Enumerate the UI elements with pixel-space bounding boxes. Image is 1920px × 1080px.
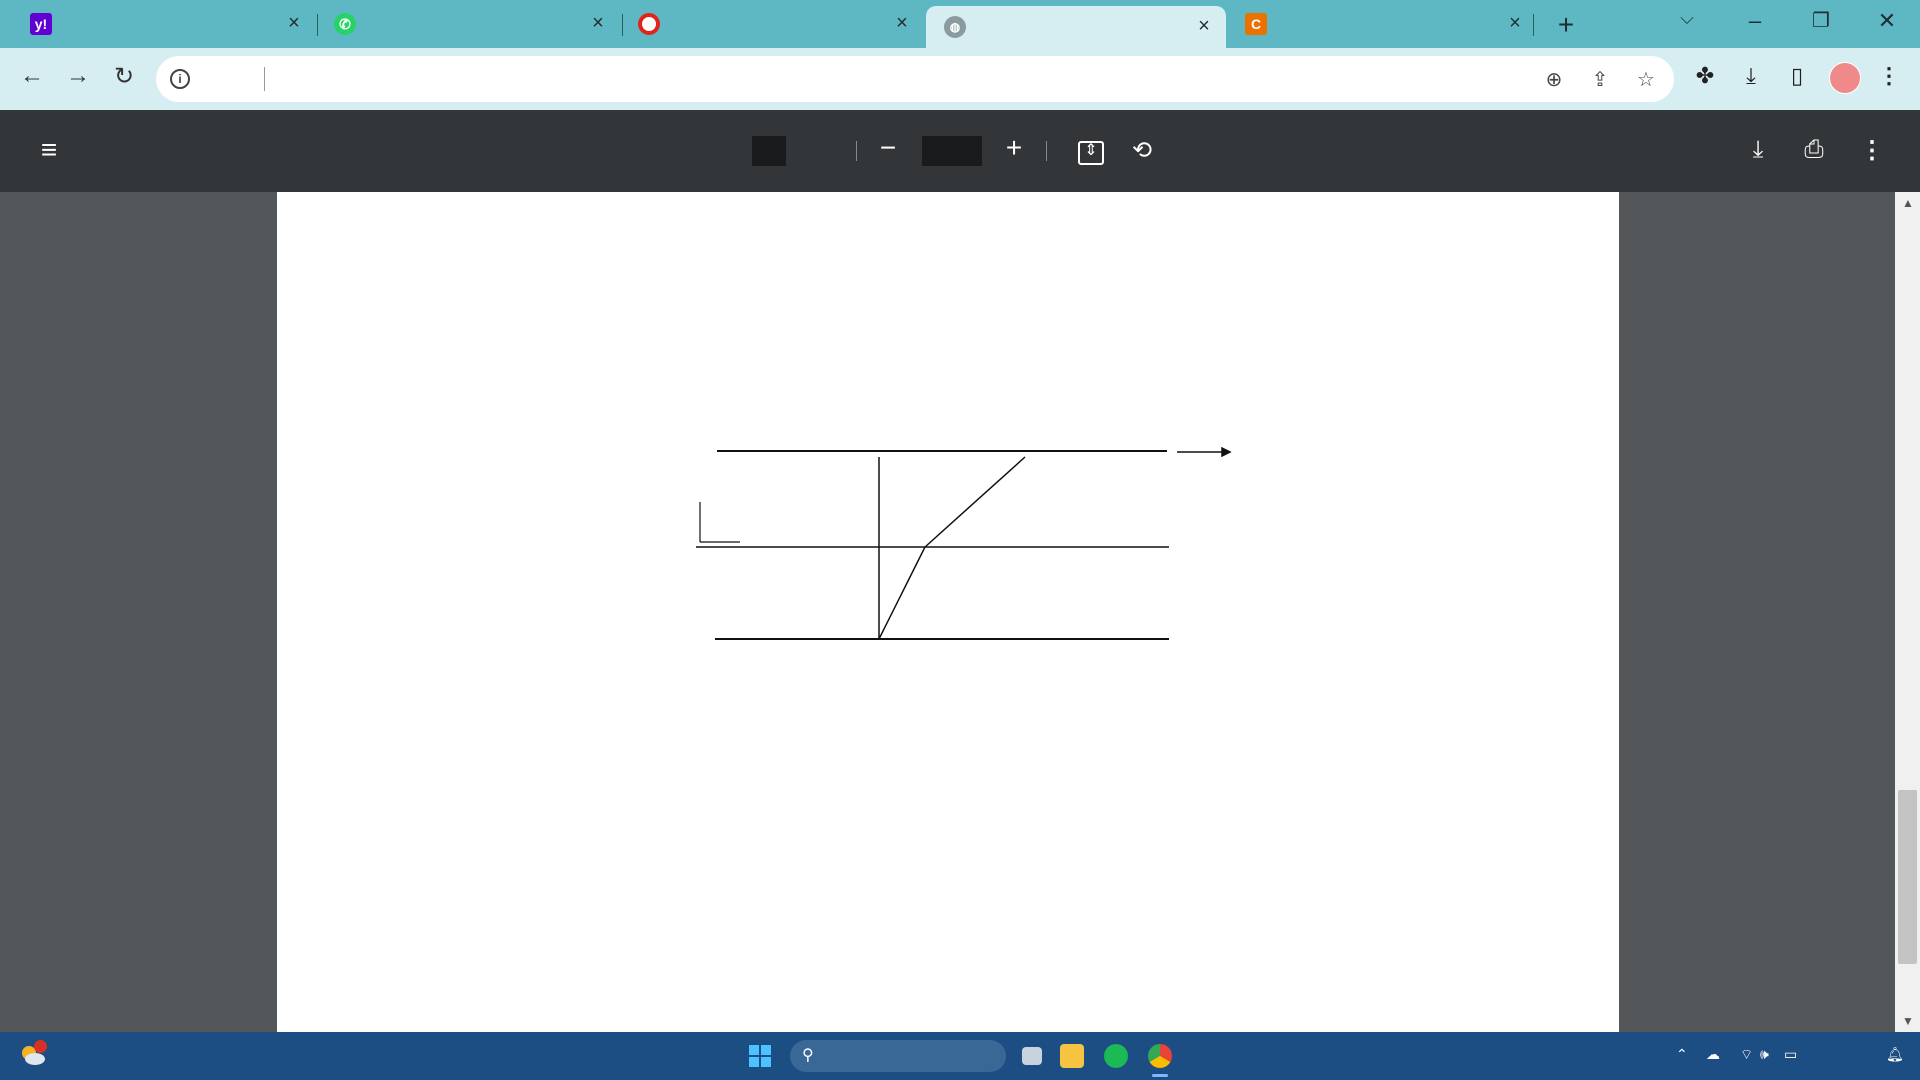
battery-icon[interactable]: ▭	[1784, 1046, 1798, 1062]
browser-menu-icon[interactable]: ⋮	[1878, 63, 1900, 88]
fit-page-frame	[1078, 141, 1104, 165]
zoom-out-button[interactable]: −	[879, 132, 897, 163]
tab-strip	[0, 0, 1920, 48]
close-icon[interactable]: ×	[288, 12, 300, 34]
menu-icon[interactable]: ≡	[40, 134, 58, 165]
notification-bell-icon[interactable]: 🔔︎	[1886, 1046, 1904, 1062]
tab-chegg[interactable]	[1245, 6, 1527, 42]
chrome-icon[interactable]	[1148, 1044, 1172, 1068]
bookmark-star-icon[interactable]: ☆	[1637, 69, 1655, 91]
tab-separator	[317, 14, 318, 36]
whatsapp-icon: ✆	[334, 13, 356, 35]
downloads-icon[interactable]: ⤓	[1746, 63, 1756, 88]
more-options-icon[interactable]: ⋮	[1860, 137, 1884, 164]
new-tab-button[interactable]: +	[1557, 9, 1575, 40]
velocity-arrow	[1177, 448, 1230, 456]
divider	[264, 67, 265, 91]
scroll-up-icon[interactable]: ▲	[1902, 196, 1914, 210]
tab-homework-pdf[interactable]	[926, 6, 1226, 48]
reload-button[interactable]: ↻	[113, 63, 135, 90]
tab-separator	[622, 14, 623, 36]
close-window-button[interactable]: ✕	[1877, 8, 1897, 33]
download-icon[interactable]: ⤓	[1752, 136, 1764, 163]
scrollbar-thumb[interactable]	[1898, 790, 1917, 964]
tab-whatsapp[interactable]	[334, 6, 610, 42]
spotify-icon[interactable]	[1104, 1044, 1128, 1068]
velocity-profile	[879, 457, 1025, 639]
chevron-up-icon[interactable]: ⌃	[1676, 1046, 1688, 1062]
tab-fde224[interactable]	[638, 6, 914, 42]
browser-toolbar	[0, 48, 1920, 110]
file-explorer-icon[interactable]	[1060, 1044, 1084, 1068]
zoom-icon[interactable]: ⊕	[1545, 69, 1563, 91]
page-number-input[interactable]	[752, 136, 786, 166]
zoom-in-button[interactable]: +	[1005, 132, 1023, 163]
close-icon[interactable]: ×	[592, 12, 604, 34]
restore-button[interactable]: ❐	[1812, 10, 1830, 32]
print-icon[interactable]: ⎙	[1804, 136, 1824, 163]
wifi-icon[interactable]: ⌔	[1740, 1046, 1754, 1062]
side-panel-icon[interactable]: ▯	[1790, 63, 1804, 88]
info-icon[interactable]: i	[170, 69, 190, 89]
rotate-icon[interactable]: ⟲	[1131, 137, 1153, 164]
minimize-button[interactable]: –	[1748, 8, 1762, 33]
tab-yahoo[interactable]	[30, 6, 306, 42]
scroll-down-icon[interactable]: ▼	[1902, 1014, 1914, 1028]
forward-button[interactable]: →	[66, 62, 90, 89]
onedrive-icon[interactable]: ☁	[1706, 1046, 1720, 1062]
avatar[interactable]	[1829, 62, 1861, 94]
taskbar-search[interactable]	[790, 1040, 1006, 1072]
close-icon[interactable]: ×	[896, 12, 908, 34]
zoom-level-input[interactable]	[922, 136, 982, 166]
chrome-active-indicator	[1152, 1074, 1168, 1077]
start-button[interactable]	[749, 1045, 771, 1067]
close-icon[interactable]: ×	[1198, 15, 1210, 37]
pdf-toolbar	[0, 110, 1920, 192]
close-icon[interactable]: ×	[1509, 12, 1521, 34]
chegg-icon: C	[1245, 13, 1267, 35]
pdf-page	[277, 192, 1619, 1032]
opera-icon	[638, 13, 660, 35]
fit-page-icon[interactable]: ⇕	[1084, 142, 1098, 159]
tab-separator	[1533, 14, 1534, 36]
weather-badge	[34, 1040, 47, 1053]
two-fluid-figure	[277, 192, 1619, 752]
divider	[856, 141, 857, 161]
back-button[interactable]: ←	[20, 62, 44, 89]
tab-search-icon[interactable]: ⌵	[1680, 8, 1694, 28]
axis-indicator	[700, 502, 740, 542]
taskview-icon[interactable]	[1022, 1047, 1042, 1065]
extensions-icon[interactable]: ✤	[1695, 63, 1715, 88]
divider	[1046, 141, 1047, 161]
share-icon[interactable]: ⇪	[1591, 69, 1609, 91]
search-icon: ⚲	[802, 1047, 814, 1064]
yahoo-icon: y!	[30, 13, 52, 35]
address-bar[interactable]	[156, 56, 1674, 102]
taskbar	[0, 1032, 1920, 1080]
globe-icon: ◍	[944, 16, 966, 38]
volume-icon[interactable]: 🕪	[1760, 1046, 1769, 1062]
